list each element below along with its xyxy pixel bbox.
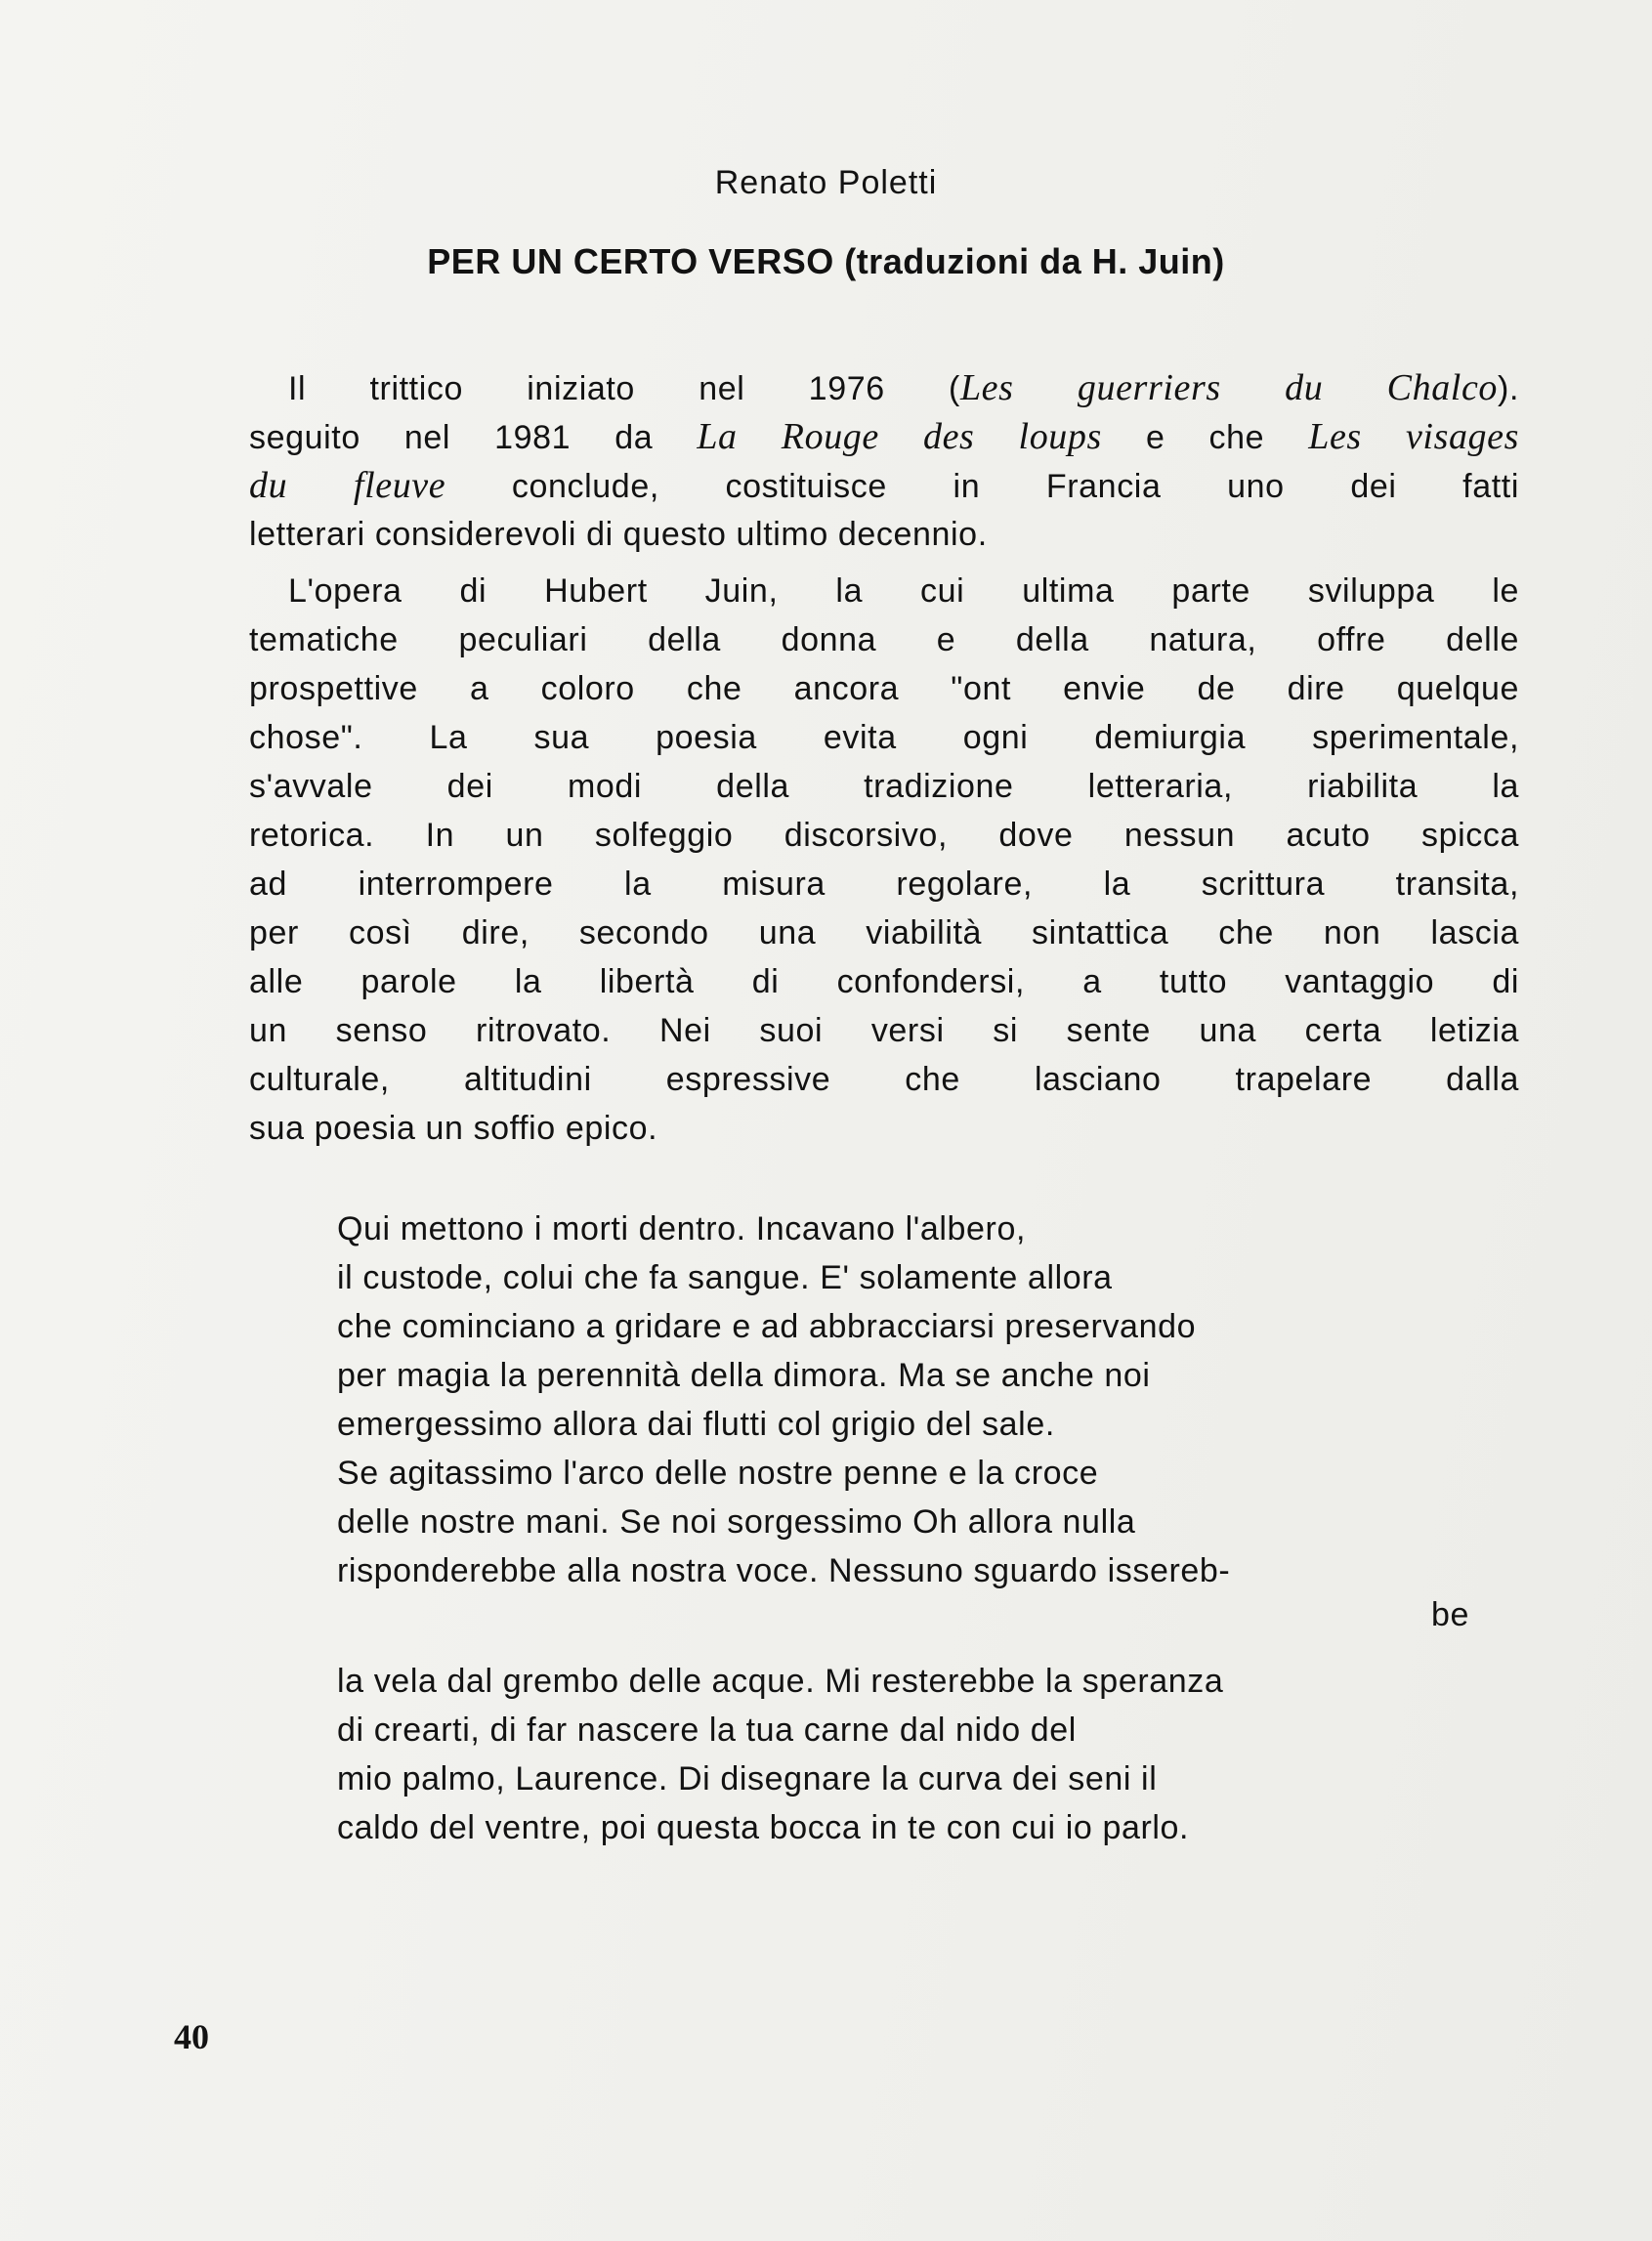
poem-line: di crearti, di far nascere la tua carne dal nido del — [337, 1712, 1077, 1749]
text-line: culturale, altitudini espressive che lasciano trapelare dalla — [249, 1061, 1519, 1098]
poem-line: la vela dal grembo delle acque. Mi resterebbe la speranza — [337, 1663, 1224, 1700]
text-line: chose". La sua poesia evita ogni demiurgia sperimentale, — [249, 719, 1519, 756]
text-line: alle parole la libertà di confondersi, a tutto vantaggio di — [249, 963, 1519, 1000]
text-span: Il trittico iniziato nel 1976 ( — [288, 370, 960, 407]
poem-stanza-2 — [337, 1657, 1223, 1852]
poem-line: delle nostre mani. Se noi sorgessimo Oh allora nulla — [337, 1503, 1136, 1541]
text-span: seguito nel 1981 da — [249, 419, 698, 456]
poem-line: caldo del ventre, poi questa bocca in te con cui io parlo. — [337, 1809, 1190, 1846]
text-line — [249, 461, 1519, 510]
text-line: L'opera di Hubert Juin, la cui ultima parte sviluppa le — [288, 572, 1519, 610]
poem-line: Qui mettono i morti dentro. Incavano l'albero, — [337, 1210, 1026, 1247]
text-line: letterari considerevoli di questo ultimo decennio. — [249, 516, 988, 553]
poem-line: per magia la perennità della dimora. Ma se anche noi — [337, 1357, 1151, 1394]
poem-hyphen-continuation: be — [1431, 1596, 1470, 1633]
text-line: retorica. In un solfeggio discorsivo, dove nessun acuto spicca — [249, 817, 1519, 854]
text-line: ad interrompere la misura regolare, la scrittura transita, — [249, 866, 1519, 903]
italic-book-title: Les guerriers du Chalco — [959, 367, 1499, 408]
poem-line: che cominciano a gridare e ad abbracciarsi preservando — [337, 1308, 1197, 1345]
text-span: conclude, costituisce in Francia uno dei fatti — [445, 468, 1519, 505]
page-number: 40 — [174, 2017, 209, 2056]
text-line: un senso ritrovato. Nei suoi versi si sente una certa letizia — [249, 1012, 1519, 1049]
poem-line: emergessimo allora dai flutti col grigio del sale. — [337, 1406, 1055, 1443]
text-line: per così dire, secondo una viabilità sintattica che non lascia — [249, 914, 1519, 951]
italic-book-title: La Rouge des loups — [697, 416, 1102, 457]
poem-line: il custode, colui che fa sangue. E' solamente allora — [337, 1259, 1113, 1296]
text-line: s'avvale dei modi della tradizione letteraria, riabilita la — [249, 768, 1519, 805]
poem-line: mio palmo, Laurence. Di disegnare la curva dei seni il — [337, 1760, 1158, 1797]
italic-book-title: Les visages — [1308, 416, 1520, 457]
text-line — [249, 412, 1519, 461]
text-line: sua poesia un soffio epico. — [249, 1110, 658, 1147]
text-span: ). — [1498, 370, 1519, 407]
poem-line: Se agitassimo l'arco delle nostre penne e la croce — [337, 1455, 1099, 1492]
poem-stanza-1 — [337, 1205, 1230, 1595]
text-line: tematiche peculiari della donna e della natura, offre delle — [249, 621, 1519, 658]
paragraph-analysis — [249, 567, 1519, 1153]
italic-book-title: du fleuve — [249, 465, 446, 506]
text-line — [249, 363, 1519, 412]
paragraph-intro — [249, 363, 1519, 559]
poem-line: risponderebbe alla nostra voce. Nessuno sguardo issereb- — [337, 1552, 1231, 1589]
article-title: PER UN CERTO VERSO (traduzioni da H. Juin) — [427, 241, 1225, 281]
author-name: Renato Poletti — [714, 164, 938, 201]
text-span: e che — [1101, 419, 1309, 456]
text-line: prospettive a coloro che ancora "ont envie de dire quelque — [249, 670, 1519, 707]
